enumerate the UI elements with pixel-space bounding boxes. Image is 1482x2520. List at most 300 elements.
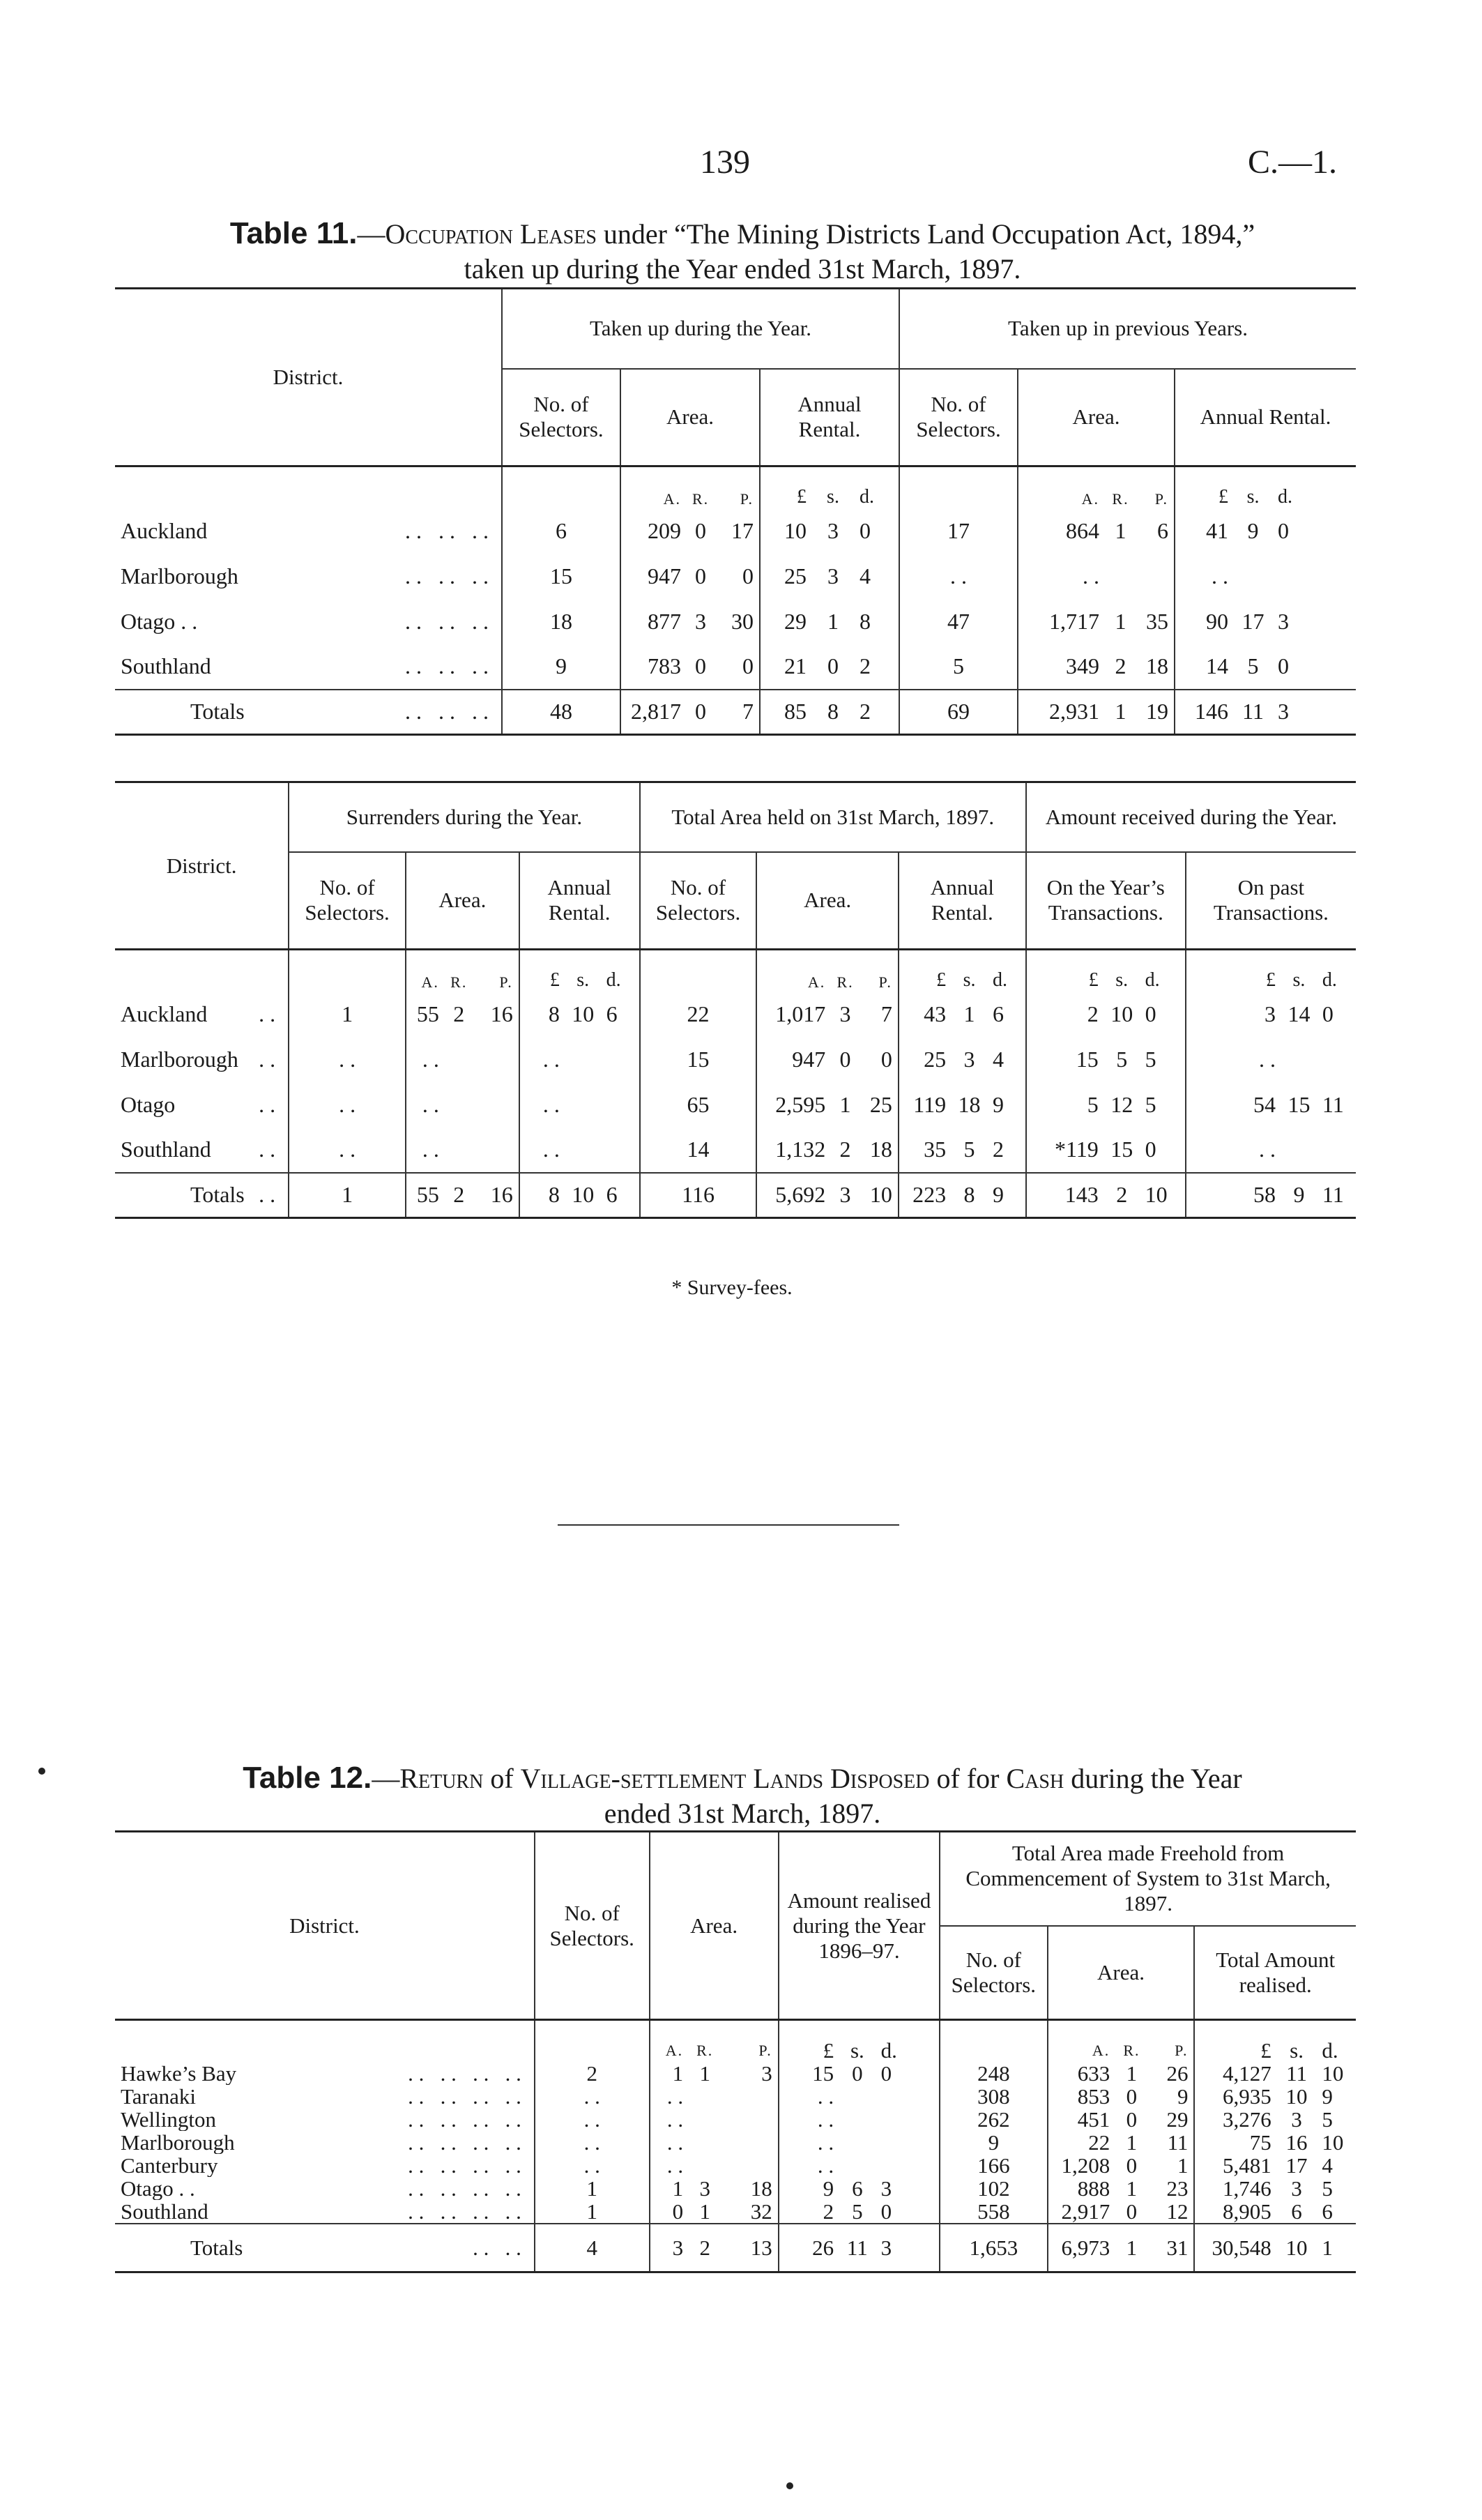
totals-row <box>115 2224 1356 2272</box>
cell-sr: 2 <box>453 1001 465 1026</box>
header-district: District. <box>115 289 502 466</box>
cell-pp <box>1136 554 1175 599</box>
cell-tsel: 248 <box>940 2062 1047 2085</box>
cell-sel: 6 <box>502 508 620 554</box>
table-11-part-2-body <box>115 992 1356 1173</box>
district-cell <box>115 599 502 644</box>
table-row <box>115 1037 1356 1082</box>
unit-perches: P. <box>860 950 899 992</box>
table-row <box>115 508 1356 554</box>
unit-pounds: £ <box>1260 2037 1271 2062</box>
cell-td: 1 <box>1316 2224 1356 2272</box>
cell-r: 3 <box>699 2176 710 2200</box>
cell-ta: 2,917 <box>1061 2199 1110 2224</box>
unit-pounds: £ <box>823 2037 834 2062</box>
cell-tl: 8,905 <box>1223 2199 1271 2224</box>
table-11-label: Table 11. <box>229 216 358 250</box>
cell-sel: 2 <box>535 2062 650 2085</box>
cell-tp: 29 <box>1148 2108 1195 2131</box>
unit-pence: d. <box>1140 950 1186 992</box>
unit-pence: d. <box>987 950 1026 992</box>
district-name: Auckland <box>121 517 208 543</box>
cell-s: 3 <box>827 563 839 589</box>
cell-l: . . <box>817 2130 834 2154</box>
district-name: Southland <box>121 2199 208 2224</box>
unit-shillings: s. <box>1115 969 1129 991</box>
cell-ss: 10 <box>572 1001 595 1026</box>
cell-l: 85 <box>760 690 812 735</box>
table-12-title-text: of <box>483 1763 521 1794</box>
cell-p: 3 <box>721 2062 778 2085</box>
cell-ta: 1,017 <box>775 1001 826 1026</box>
unit-roods: R. <box>696 2041 714 2059</box>
leader-dots: . . . . . . <box>405 563 489 589</box>
cell-pr <box>1105 554 1136 599</box>
cell-yl: 15 <box>1076 1046 1099 1072</box>
header-total-area: Area. <box>756 852 898 950</box>
cell-pd <box>1272 554 1356 599</box>
cell-td: 10 <box>1322 2130 1344 2154</box>
cell-ts: 11 <box>1286 2061 1307 2085</box>
unit-acres: A. <box>421 973 439 991</box>
cell-tl: 35 <box>924 1137 947 1162</box>
cell-yl: 2 <box>1087 1001 1099 1026</box>
cell-d: 0 <box>876 2062 940 2085</box>
cell-ts: 1 <box>963 1001 975 1026</box>
cell-ts: 8 <box>952 1173 987 1218</box>
cell-ys: 15 <box>1110 1137 1133 1162</box>
cell-ys: 10 <box>1110 1001 1133 1026</box>
table-11-part-2-totals <box>115 1173 1356 1218</box>
cell-od: 11 <box>1322 1091 1344 1117</box>
cell-d: 2 <box>854 644 899 690</box>
district-cell <box>115 2108 535 2131</box>
cell-sd: 6 <box>601 992 640 1037</box>
cell-a: 1 <box>672 2061 684 2085</box>
unit-shillings: s. <box>827 485 839 508</box>
table-row <box>115 2108 1356 2131</box>
cell-td: 10 <box>1322 2061 1344 2085</box>
cell-sl: 8 <box>519 1173 565 1218</box>
cell-tl: 30,548 <box>1194 2224 1276 2272</box>
cell-pp: 18 <box>1136 644 1175 690</box>
district-name: Southland <box>121 653 211 678</box>
totals-label: Totals <box>190 699 245 724</box>
cell-td: 9 <box>1322 2084 1333 2108</box>
cell-psel: 17 <box>899 508 1018 554</box>
cell-ts: 3 <box>1291 2107 1302 2131</box>
margin-dot <box>786 2482 793 2489</box>
cell-sd: 6 <box>601 1173 640 1218</box>
cell-ssel: 1 <box>289 992 406 1037</box>
totals-label: Totals <box>190 1182 245 1208</box>
cell-ta: 6,973 <box>1048 2224 1116 2272</box>
district-cell <box>115 1128 289 1173</box>
cell-tr: 0 <box>839 1046 851 1072</box>
header-surrenders: Surrenders during the Year. <box>289 782 639 852</box>
unit-acres: A. <box>665 2041 684 2059</box>
unit-shillings: s. <box>576 969 590 991</box>
cell-a: 0 <box>672 2199 684 2224</box>
cell-tsel: 1,653 <box>940 2224 1047 2272</box>
cell-sa: . . <box>422 1046 439 1072</box>
cell-tsel: 558 <box>940 2200 1047 2224</box>
cell-os <box>1281 1037 1317 1082</box>
cell-tp: 7 <box>860 992 899 1037</box>
district-cell <box>115 2131 535 2154</box>
cell-yl: 5 <box>1087 1091 1099 1117</box>
table-12-label: Table 12. <box>243 1761 372 1795</box>
cell-s: 0 <box>852 2061 863 2085</box>
cell-s: 3 <box>827 517 839 543</box>
district-cell <box>115 1082 289 1128</box>
cell-p: 32 <box>721 2200 778 2224</box>
cell-s: 11 <box>839 2224 875 2272</box>
cell-pd: 3 <box>1272 690 1356 735</box>
leader-dots: . . . . . . <box>405 608 489 634</box>
cell-s: 0 <box>827 653 839 678</box>
cell-td: 4 <box>987 1037 1026 1082</box>
unit-acres: A. <box>1092 2041 1110 2059</box>
cell-d: 3 <box>876 2224 940 2272</box>
cell-td: 6 <box>987 992 1026 1037</box>
unit-acres: A. <box>663 489 681 508</box>
cell-sel: 9 <box>502 644 620 690</box>
unit-shillings: s. <box>850 2037 864 2062</box>
unit-pounds: £ <box>1219 485 1229 508</box>
cell-od <box>1317 1128 1356 1173</box>
cell-l: 26 <box>779 2224 839 2272</box>
cell-sel: . . <box>535 2108 650 2131</box>
footnote-survey-fees: * Survey-fees. <box>671 1276 793 1299</box>
cell-ta: 2,595 <box>775 1091 826 1117</box>
cell-tp: 31 <box>1148 2224 1195 2272</box>
cell-pr: 1 <box>1115 608 1126 634</box>
cell-tp: 18 <box>860 1128 899 1173</box>
table-11-part-2 <box>115 781 1356 1219</box>
leader-dots: . . . . <box>473 2235 521 2260</box>
header-area: Area. <box>620 369 760 466</box>
cell-sa: . . <box>422 1137 439 1162</box>
cell-ts: 3 <box>963 1046 975 1072</box>
district-cell <box>115 992 289 1037</box>
cell-s <box>839 2131 875 2154</box>
leader-dots: . . . . . . <box>405 517 489 543</box>
cell-sa: 55 <box>416 1001 439 1026</box>
totals-label-cell <box>115 690 502 735</box>
totals-row <box>115 690 1356 735</box>
header-on-past: On past Transactions. <box>1213 875 1329 925</box>
unit-roods: R. <box>1112 489 1129 508</box>
district-name: Marlborough <box>121 2130 235 2154</box>
header-on-year: On the Year’s Transactions. <box>1026 852 1186 950</box>
cell-tp: 26 <box>1148 2062 1195 2085</box>
cell-ps: 17 <box>1242 608 1265 634</box>
unit-shillings: s. <box>1246 485 1260 508</box>
leader-dots: . . <box>259 1091 276 1117</box>
cell-l: . . <box>817 2107 834 2131</box>
cell-sd <box>601 1082 640 1128</box>
cell-yd: 5 <box>1140 1082 1186 1128</box>
cell-a: . . <box>666 2153 684 2177</box>
cell-psel: 47 <box>899 599 1018 644</box>
cell-pl: 14 <box>1206 653 1229 678</box>
header-surr-rental: Annual Rental. <box>519 852 640 950</box>
district-name: Marlborough <box>121 563 238 589</box>
cell-tsel: 262 <box>940 2108 1047 2131</box>
cell-pl: 146 <box>1175 690 1234 735</box>
cell-s <box>839 2108 875 2131</box>
cell-sp <box>473 1128 519 1173</box>
table-11-title-rest: under “The Mining Districts Land Occupation Act, 1894,” <box>596 218 1255 250</box>
unit-roods: R. <box>692 489 710 508</box>
cell-tp: 25 <box>860 1082 899 1128</box>
cell-tl: 75 <box>1249 2130 1271 2154</box>
cell-pp: 35 <box>1136 599 1175 644</box>
cell-tp: 23 <box>1148 2177 1195 2200</box>
table-row <box>115 2085 1356 2108</box>
cell-r <box>689 2108 721 2131</box>
cell-pd: 0 <box>1278 653 1290 678</box>
header-selectors: No. of Selectors. <box>502 369 620 466</box>
margin-dot <box>38 1768 45 1775</box>
table-11-part-1-body <box>115 508 1356 690</box>
cell-tsel: 22 <box>640 992 757 1037</box>
cell-sl: . . <box>542 1046 560 1072</box>
cell-r: 2 <box>689 2224 721 2272</box>
district-name: Wellington <box>121 2107 216 2131</box>
cell-ta: 1,208 <box>1061 2153 1110 2177</box>
cell-pl: 41 <box>1206 517 1229 543</box>
totals-label-cell <box>115 1173 289 1218</box>
cell-r: 3 <box>695 608 706 634</box>
district-cell <box>115 508 502 554</box>
cell-sel: 1 <box>535 2200 650 2224</box>
leader-dots: . . . . . . . . <box>408 2199 521 2224</box>
table-row <box>115 554 1356 599</box>
cell-l: 15 <box>812 2061 834 2085</box>
cell-p: 17 <box>715 508 760 554</box>
cell-tl: 5,481 <box>1223 2153 1271 2177</box>
cell-ts: 17 <box>1285 2153 1308 2177</box>
unit-perches: P. <box>721 2020 778 2062</box>
unit-acres: A. <box>807 973 826 991</box>
cell-d: 4 <box>854 554 899 599</box>
leader-dots: . . <box>259 1046 276 1072</box>
cell-d: 8 <box>854 599 899 644</box>
cell-ss: 10 <box>565 1173 601 1218</box>
cell-ts: 5 <box>963 1137 975 1162</box>
cell-a: . . <box>666 2130 684 2154</box>
cell-ys: 12 <box>1110 1091 1133 1117</box>
unit-pounds: £ <box>549 969 560 991</box>
unit-roods: R. <box>450 973 468 991</box>
cell-ts: 16 <box>1285 2130 1308 2154</box>
header-total-rental: Annual Rental. <box>899 852 1026 950</box>
unit-pence: d. <box>876 2020 940 2062</box>
cell-a: . . <box>666 2107 684 2131</box>
cell-ts: 10 <box>1285 2084 1308 2108</box>
cell-ta: 5,692 <box>756 1173 831 1218</box>
leader-dots: . . . . . . <box>405 653 489 678</box>
header-selectors: No. of Selectors. <box>535 1832 650 2020</box>
cell-d: 2 <box>854 690 899 735</box>
cell-l: . . <box>817 2084 834 2108</box>
table-12-body <box>115 2062 1356 2224</box>
cell-tr: 1 <box>1115 2224 1147 2272</box>
header-rental: Annual Rental. <box>760 369 899 466</box>
header-surr-selectors: No. of Selectors. <box>289 852 406 950</box>
cell-td: 6 <box>1322 2199 1333 2224</box>
cell-sr: 2 <box>445 1173 473 1218</box>
cell-tr: 3 <box>839 1001 851 1026</box>
cell-tr: 0 <box>1126 2199 1138 2224</box>
cell-ssel: . . <box>289 1037 406 1082</box>
cell-s: 6 <box>852 2176 863 2200</box>
cell-sd <box>601 1128 640 1173</box>
unit-perches: P. <box>473 950 519 992</box>
cell-r <box>689 2154 721 2177</box>
cell-td: 2 <box>987 1128 1026 1173</box>
district-cell <box>115 2154 535 2177</box>
cell-p: 30 <box>715 599 760 644</box>
cell-d: 3 <box>876 2177 940 2200</box>
cell-ys: 2 <box>1104 1173 1140 1218</box>
cell-ps: 11 <box>1234 690 1272 735</box>
cell-d: 0 <box>854 508 899 554</box>
cell-l: 9 <box>823 2176 834 2200</box>
table-11-title <box>105 216 1380 287</box>
table-row <box>115 2154 1356 2177</box>
cell-sp: 16 <box>473 992 519 1037</box>
cell-d: 0 <box>876 2200 940 2224</box>
cell-pp: 19 <box>1136 690 1175 735</box>
cell-pl: 90 <box>1206 608 1229 634</box>
cell-td: 9 <box>987 1173 1026 1218</box>
leader-dots: . . . . . . . . <box>408 2153 521 2177</box>
cell-tsel: 308 <box>940 2085 1047 2108</box>
cell-ol: . . <box>1259 1137 1276 1162</box>
unit-roods: R. <box>1123 2041 1140 2059</box>
table-row <box>115 644 1356 690</box>
header-amount-realised: Amount realised during the Year 1896–97. <box>779 1832 940 2020</box>
cell-ps: 9 <box>1247 517 1259 543</box>
cell-tr: 1 <box>1126 2176 1138 2200</box>
unit-pounds: £ <box>797 485 807 508</box>
cell-tsel: 9 <box>940 2131 1047 2154</box>
cell-s: 8 <box>812 690 854 735</box>
cell-d <box>876 2108 940 2131</box>
cell-sp <box>473 1037 519 1082</box>
cell-psel: . . <box>899 554 1018 599</box>
cell-tl: 223 <box>899 1173 952 1218</box>
leader-dots: . . . . . . <box>405 699 489 724</box>
header-amount-received: Amount received during the Year. <box>1026 782 1356 852</box>
district-name: Otago <box>121 1091 176 1117</box>
cell-sel: 1 <box>535 2177 650 2200</box>
cell-ssel: . . <box>289 1128 406 1173</box>
cell-td: 5 <box>1322 2176 1333 2200</box>
cell-tr: 3 <box>831 1173 860 1218</box>
leader-dots: . . . . . . . . <box>408 2061 521 2085</box>
cell-s <box>839 2085 875 2108</box>
cell-os: 14 <box>1288 1001 1311 1026</box>
unit-roods: R. <box>837 973 854 991</box>
cell-ta: 853 <box>1077 2084 1110 2108</box>
district-cell <box>115 2062 535 2085</box>
district-name: Hawke’s Bay <box>121 2061 237 2085</box>
district-name: Auckland <box>121 1001 208 1026</box>
cell-os: 9 <box>1281 1173 1317 1218</box>
cell-ol: 54 <box>1253 1091 1276 1117</box>
header-total-freehold: Total Area made Freehold from Commencement of System to 31st March, 1897. <box>940 1832 1356 1926</box>
header-prev-selectors: No. of Selectors. <box>899 369 1018 466</box>
header-prev-rental: Annual Rental. <box>1200 404 1331 430</box>
unit-pence: d. <box>1322 2037 1338 2062</box>
header-total-amount: Total Amount realised. <box>1216 1947 1336 1997</box>
cell-sel: 18 <box>502 599 620 644</box>
district-name: Marlborough <box>121 1046 238 1072</box>
cell-ys: 5 <box>1116 1046 1128 1072</box>
unit-pence: d. <box>1278 485 1293 508</box>
cell-od: 11 <box>1317 1173 1356 1218</box>
cell-tp: 0 <box>860 1037 899 1082</box>
table-row <box>115 2200 1356 2224</box>
cell-sel: . . <box>535 2085 650 2108</box>
cell-r: 0 <box>695 517 706 543</box>
cell-tl: 6,935 <box>1223 2084 1271 2108</box>
cell-d <box>876 2085 940 2108</box>
cell-ta: 1,132 <box>775 1137 826 1162</box>
district-name: Taranaki <box>121 2084 196 2108</box>
cell-os: 15 <box>1288 1091 1311 1117</box>
table-11-part-1-totals <box>115 690 1356 735</box>
leader-dots: . . . . . . . . <box>408 2084 521 2108</box>
table-12-title-line2: ended 31st March, 1897. <box>604 1798 881 1829</box>
header-surr-area: Area. <box>406 852 519 950</box>
leader-dots: . . . . . . . . <box>408 2176 521 2200</box>
cell-sp <box>473 1082 519 1128</box>
totals-label-cell <box>115 2224 535 2272</box>
cell-tr: 2 <box>839 1137 851 1162</box>
cell-a: 877 <box>648 608 681 634</box>
cell-a: 947 <box>648 563 681 589</box>
cell-td: 4 <box>1322 2153 1333 2177</box>
cell-sa: 55 <box>406 1173 445 1218</box>
unit-pence: d. <box>854 466 899 508</box>
table-12-title-text-2: of for <box>929 1763 1007 1794</box>
table-11-part-1 <box>115 287 1356 736</box>
cell-r: 0 <box>687 690 715 735</box>
table-12-title-smallcaps-2: Village-settlement Lands Disposed <box>520 1763 930 1794</box>
cell-ta: 633 <box>1077 2061 1110 2085</box>
cell-pd: 0 <box>1278 517 1290 543</box>
cell-pr: 1 <box>1105 690 1136 735</box>
cell-sl: . . <box>542 1091 560 1117</box>
unit-shillings: s. <box>1292 969 1306 991</box>
cell-tp: 12 <box>1148 2200 1195 2224</box>
cell-pr: 1 <box>1115 517 1126 543</box>
district-cell <box>115 2177 535 2200</box>
cell-p <box>721 2154 778 2177</box>
unit-pounds: £ <box>1266 969 1276 991</box>
leader-dots: . . . . . . . . <box>408 2107 521 2131</box>
cell-pd: 3 <box>1278 608 1290 634</box>
district-cell <box>115 1037 289 1082</box>
cell-yd: 10 <box>1140 1173 1186 1218</box>
cell-ps: 5 <box>1247 653 1259 678</box>
cell-r <box>689 2085 721 2108</box>
